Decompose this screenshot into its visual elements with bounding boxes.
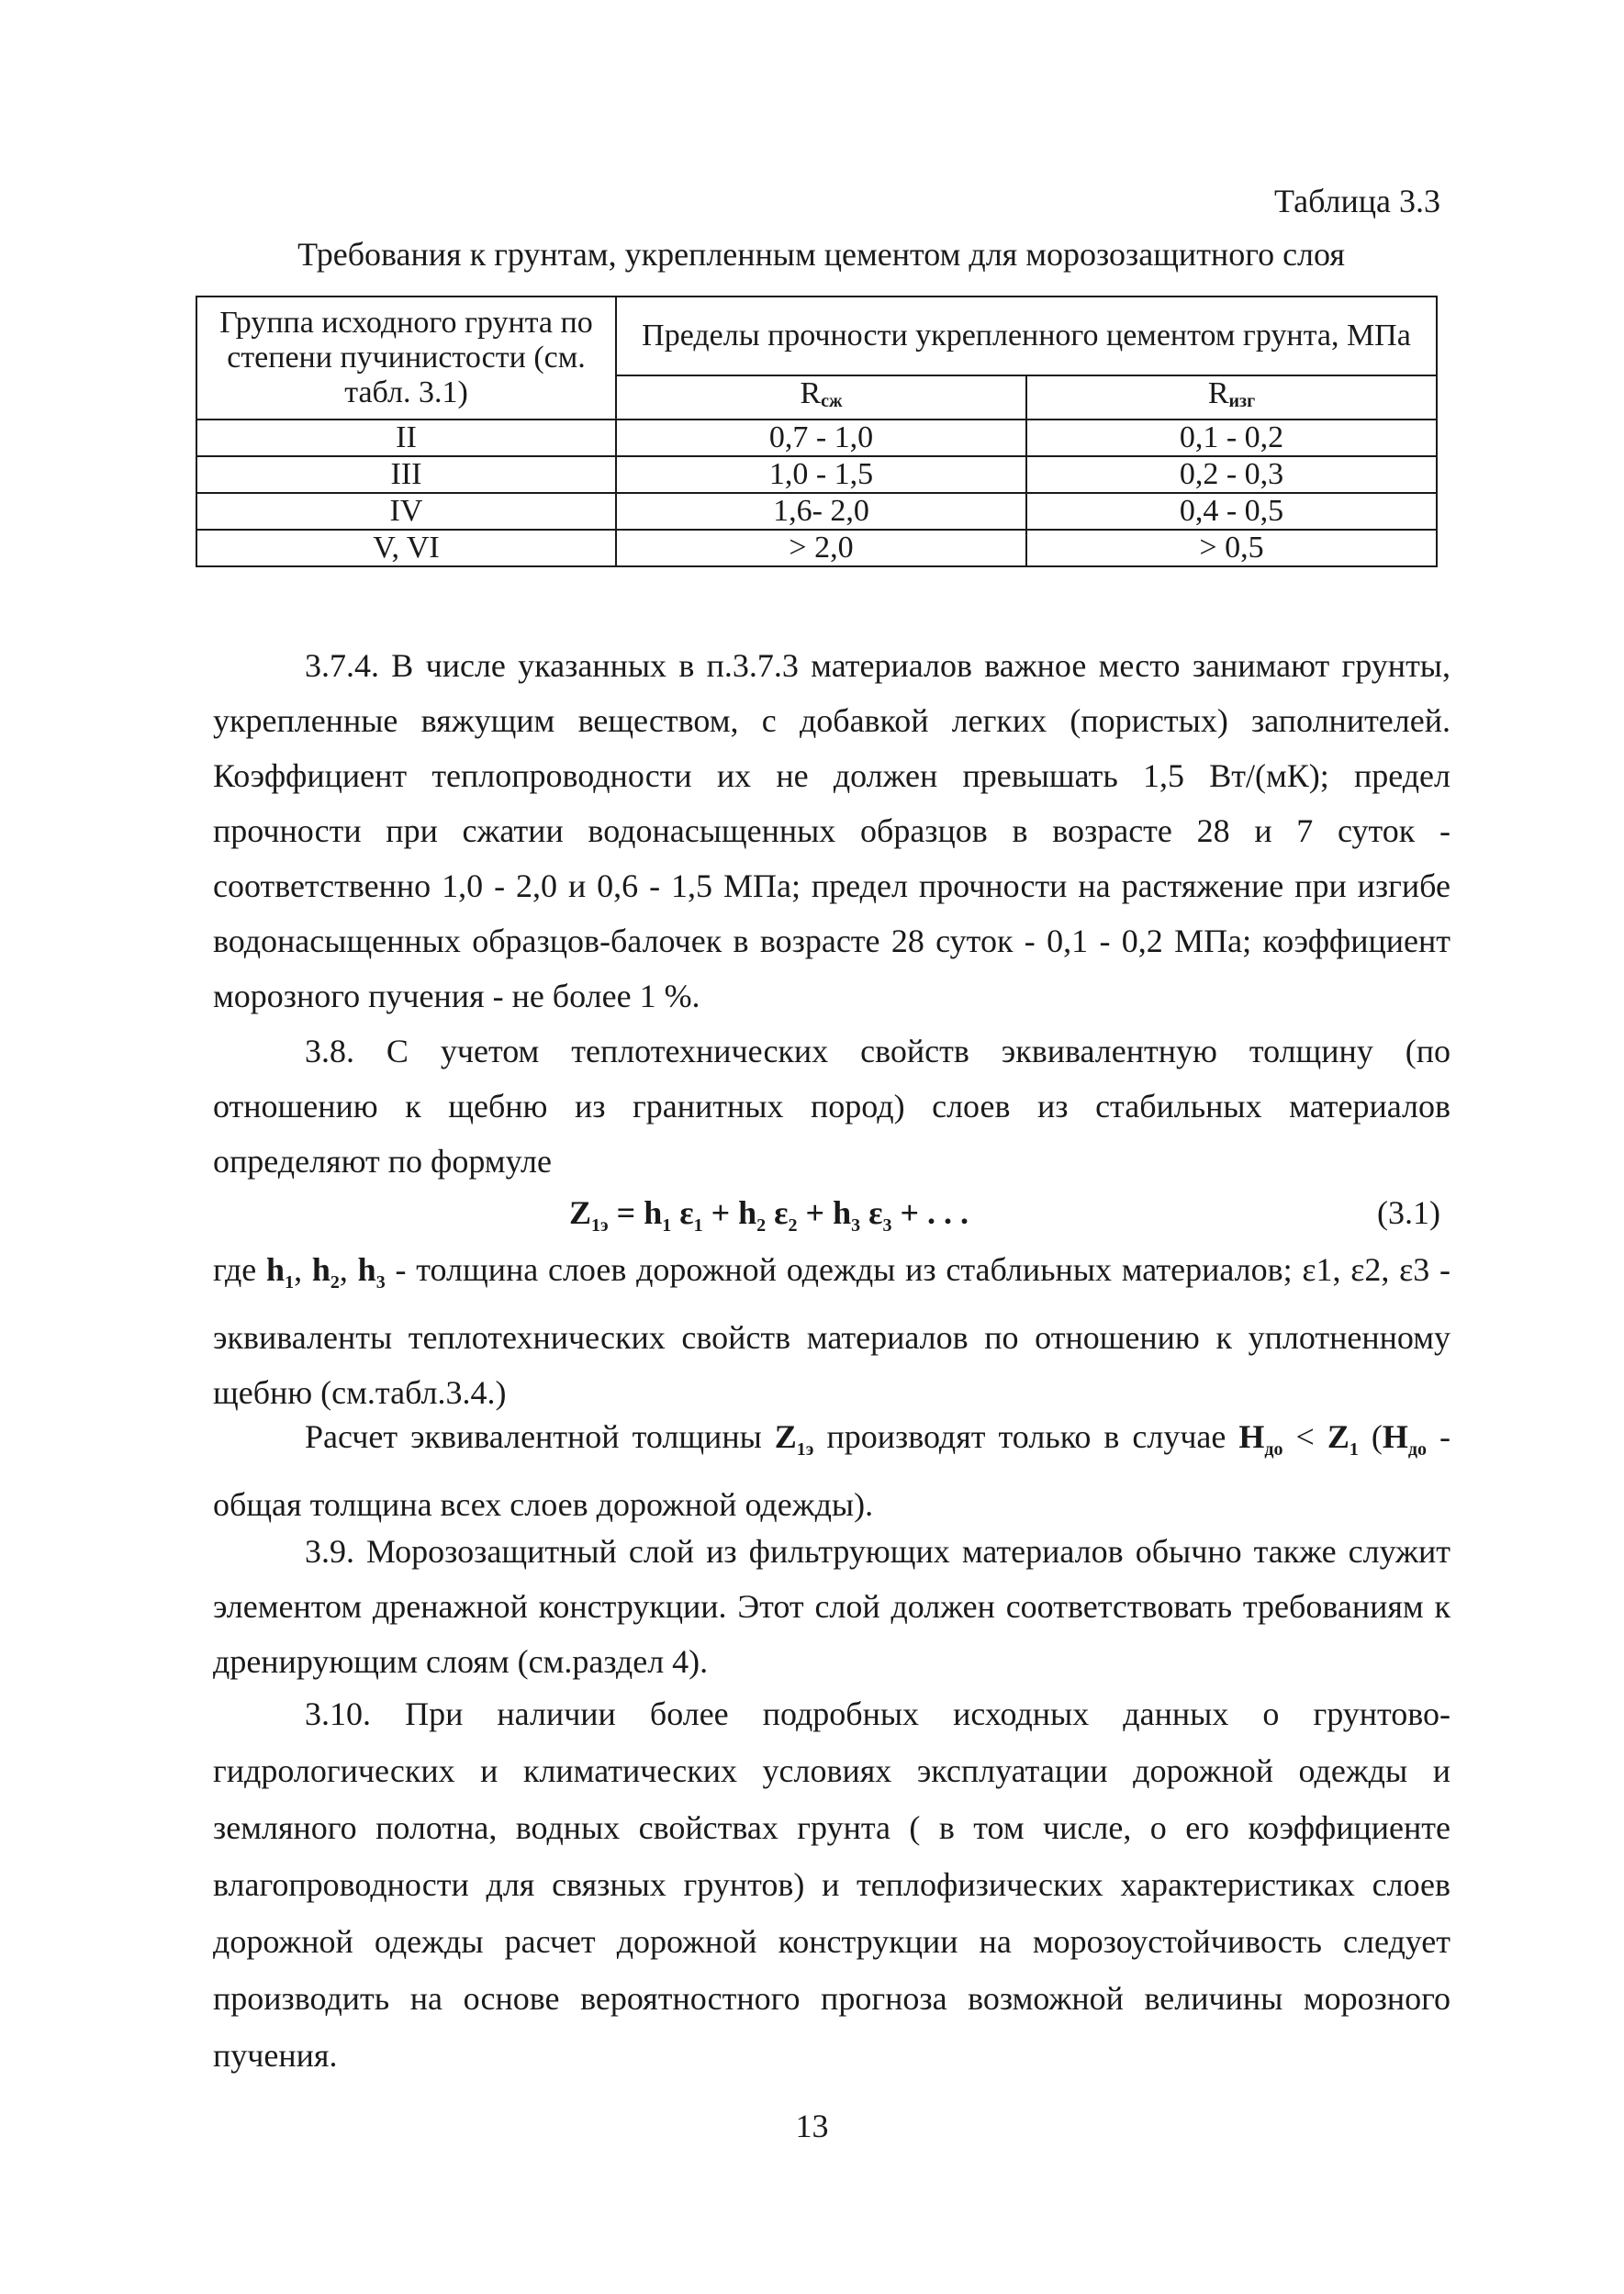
where-rest: - толщина слоев дорожной одежды из стаблиьных материалов; ε1, ε2, ε3 - эквиваленты теплотехнических свойств материалов по отношению к уплотненному щебню (см.табл.3.4.) xyxy=(213,1251,1451,1412)
table-title: Требования к грунтам, укрепленным цементом для морозозащитного слоя xyxy=(297,236,1345,273)
group-cell: III xyxy=(196,456,616,493)
calc-text-a: Расчет эквивалентной толщины xyxy=(305,1418,775,1455)
formula-e1-sub: 1 xyxy=(693,1215,703,1237)
group-header-cell: Группа исходного грунта по степени пучинистости (см. табл. 3.1) xyxy=(196,297,616,420)
rizg-cell: 0,1 - 0,2 xyxy=(1026,420,1437,456)
formula-explanation xyxy=(213,1242,1450,1420)
strength-header-cell: Пределы прочности укрепленного цементом грунта, МПа xyxy=(616,297,1437,375)
symbol-h-sub: до xyxy=(1264,1439,1283,1460)
formula-plus: + xyxy=(797,1194,834,1231)
rizg-header-cell xyxy=(1026,375,1437,420)
formula-h2-sub: 2 xyxy=(756,1215,767,1237)
group-cell: V, VI xyxy=(196,530,616,566)
formula-plus: + xyxy=(702,1194,739,1231)
symbol-z2-letter: Z xyxy=(1327,1418,1350,1455)
paragraph-3-10: 3.10. При наличии более подробных исходных данных о грунтово-гидрологических и климатических условиях эксплуатации дорожной одежды и земляного полотна, водных свойствах грунта ( в том числе, о его коэффициенте влагопроводности для связных грунтов) и теплофизических характеристиках слоев дорожной одежды расчет дорожной конструкции на морозоустойчивость следует производить на основе вероятностного прогноза возможной величины морозного пучения. xyxy=(213,1695,1450,2074)
formula-eq: = xyxy=(608,1194,644,1231)
rsz-cell: 0,7 - 1,0 xyxy=(616,420,1026,456)
calc-text-d: ( xyxy=(1358,1418,1383,1455)
formula-e2-sub: 2 xyxy=(788,1215,798,1237)
formula-h1-sub: 1 xyxy=(662,1215,672,1237)
symbol-h-letter: H xyxy=(1238,1418,1265,1455)
formula-number: (3.1) xyxy=(1377,1194,1440,1231)
formula-h3: h xyxy=(833,1194,852,1231)
formula-e1: ε xyxy=(671,1194,694,1231)
separator: , xyxy=(294,1251,312,1288)
formula-3-1 xyxy=(569,1193,969,1237)
group-cell: II xyxy=(196,420,616,456)
symbol-z1 xyxy=(1327,1418,1359,1460)
rsz-header-cell xyxy=(616,375,1026,420)
symbol-h2b-sub: до xyxy=(1407,1439,1427,1460)
symbol-h1-letter: h xyxy=(266,1251,286,1288)
symbol-h2-sub: 2 xyxy=(330,1272,340,1293)
symbol-h3-letter: h xyxy=(357,1251,376,1288)
group-cell: IV xyxy=(196,493,616,530)
page-number: 13 xyxy=(795,2108,829,2144)
symbol-z1e xyxy=(774,1418,814,1460)
rsz-cell: 1,0 - 1,5 xyxy=(616,456,1026,493)
symbol-z-sub: 1э xyxy=(796,1439,814,1460)
formula-e3: ε xyxy=(860,1194,883,1231)
symbol-h2-letter: h xyxy=(311,1251,330,1288)
rizg-label: R xyxy=(1207,376,1229,410)
formula-z-sub: 1э xyxy=(591,1215,609,1237)
table-row xyxy=(196,456,1437,493)
symbol-h2b-letter: H xyxy=(1382,1418,1408,1455)
table-header-row xyxy=(196,297,1437,375)
table-row xyxy=(196,493,1437,530)
rizg-cell: > 0,5 xyxy=(1026,530,1437,566)
table-row xyxy=(196,530,1437,566)
formula-h2: h xyxy=(738,1194,757,1231)
rsz-label: R xyxy=(800,376,822,410)
symbol-h2 xyxy=(311,1251,340,1293)
symbol-h3-sub: 3 xyxy=(375,1272,386,1293)
paragraph-3-8: 3.8. С учетом теплотехнических свойств эквивалентную толщину (по отношению к щебню из гранитных пород) слоев из стабильных материалов определяют по формуле xyxy=(213,1033,1450,1180)
symbol-hdo xyxy=(1238,1418,1283,1460)
formula-h3-sub: 3 xyxy=(851,1215,861,1237)
calc-text-e: - общая толщина всех слоев дорожной одежды). xyxy=(213,1418,1450,1524)
rizg-subscript: изг xyxy=(1228,391,1256,411)
rizg-cell: 0,2 - 0,3 xyxy=(1026,456,1437,493)
formula-z: Z xyxy=(569,1194,592,1231)
formula-e2: ε xyxy=(766,1194,789,1231)
symbol-h1 xyxy=(266,1251,295,1293)
calc-text-b: производят только в случае xyxy=(813,1418,1239,1455)
calculation-note xyxy=(213,1409,1450,1532)
symbol-h1-sub: 1 xyxy=(285,1272,295,1293)
formula-e3-sub: 3 xyxy=(882,1215,892,1237)
requirements-table xyxy=(196,296,1438,567)
paragraph-3-9: 3.9. Морозозащитный слой из фильтрующих материалов обычно также служит элементом дренажной конструкции. Этот слой должен соответствовать требованиям к дренирующим слоям (см.раздел 4). xyxy=(213,1533,1450,1680)
rizg-cell: 0,4 - 0,5 xyxy=(1026,493,1437,530)
rsz-cell: 1,6- 2,0 xyxy=(616,493,1026,530)
calc-text-c: < xyxy=(1282,1418,1327,1455)
symbol-z-letter: Z xyxy=(774,1418,797,1455)
symbol-z2-sub: 1 xyxy=(1349,1439,1359,1460)
where-prefix: где xyxy=(213,1251,267,1288)
formula-h1: h xyxy=(644,1194,663,1231)
symbol-h3 xyxy=(357,1251,386,1293)
formula-tail: + . . . xyxy=(891,1194,969,1231)
symbol-hdo-2 xyxy=(1382,1418,1427,1460)
paragraph-3-7-4: 3.7.4. В числе указанных в п.3.7.3 материалов важное место занимают грунты, укрепленные вяжущим веществом, с добавкой легких (пористых) заполнителей. Коэффициент теплопроводности их не должен превышать 1,5 Вт/(мК); предел прочности при сжатии водонасыщенных образцов в возрасте 28 и 7 суток - соответственно 1,0 - 2,0 и 0,6 - 1,5 МПа; предел прочности на растяжение при изгибе водонасыщенных образцов-балочек в возрасте 28 суток - 0,1 - 0,2 МПа; коэффициент морозного пучения - не более 1 %. xyxy=(213,647,1450,1014)
table-caption: Таблица 3.3 xyxy=(1274,183,1440,219)
separator: , xyxy=(339,1251,358,1288)
rsz-subscript: сж xyxy=(821,391,843,411)
table-row xyxy=(196,420,1437,456)
rsz-cell: > 2,0 xyxy=(616,530,1026,566)
